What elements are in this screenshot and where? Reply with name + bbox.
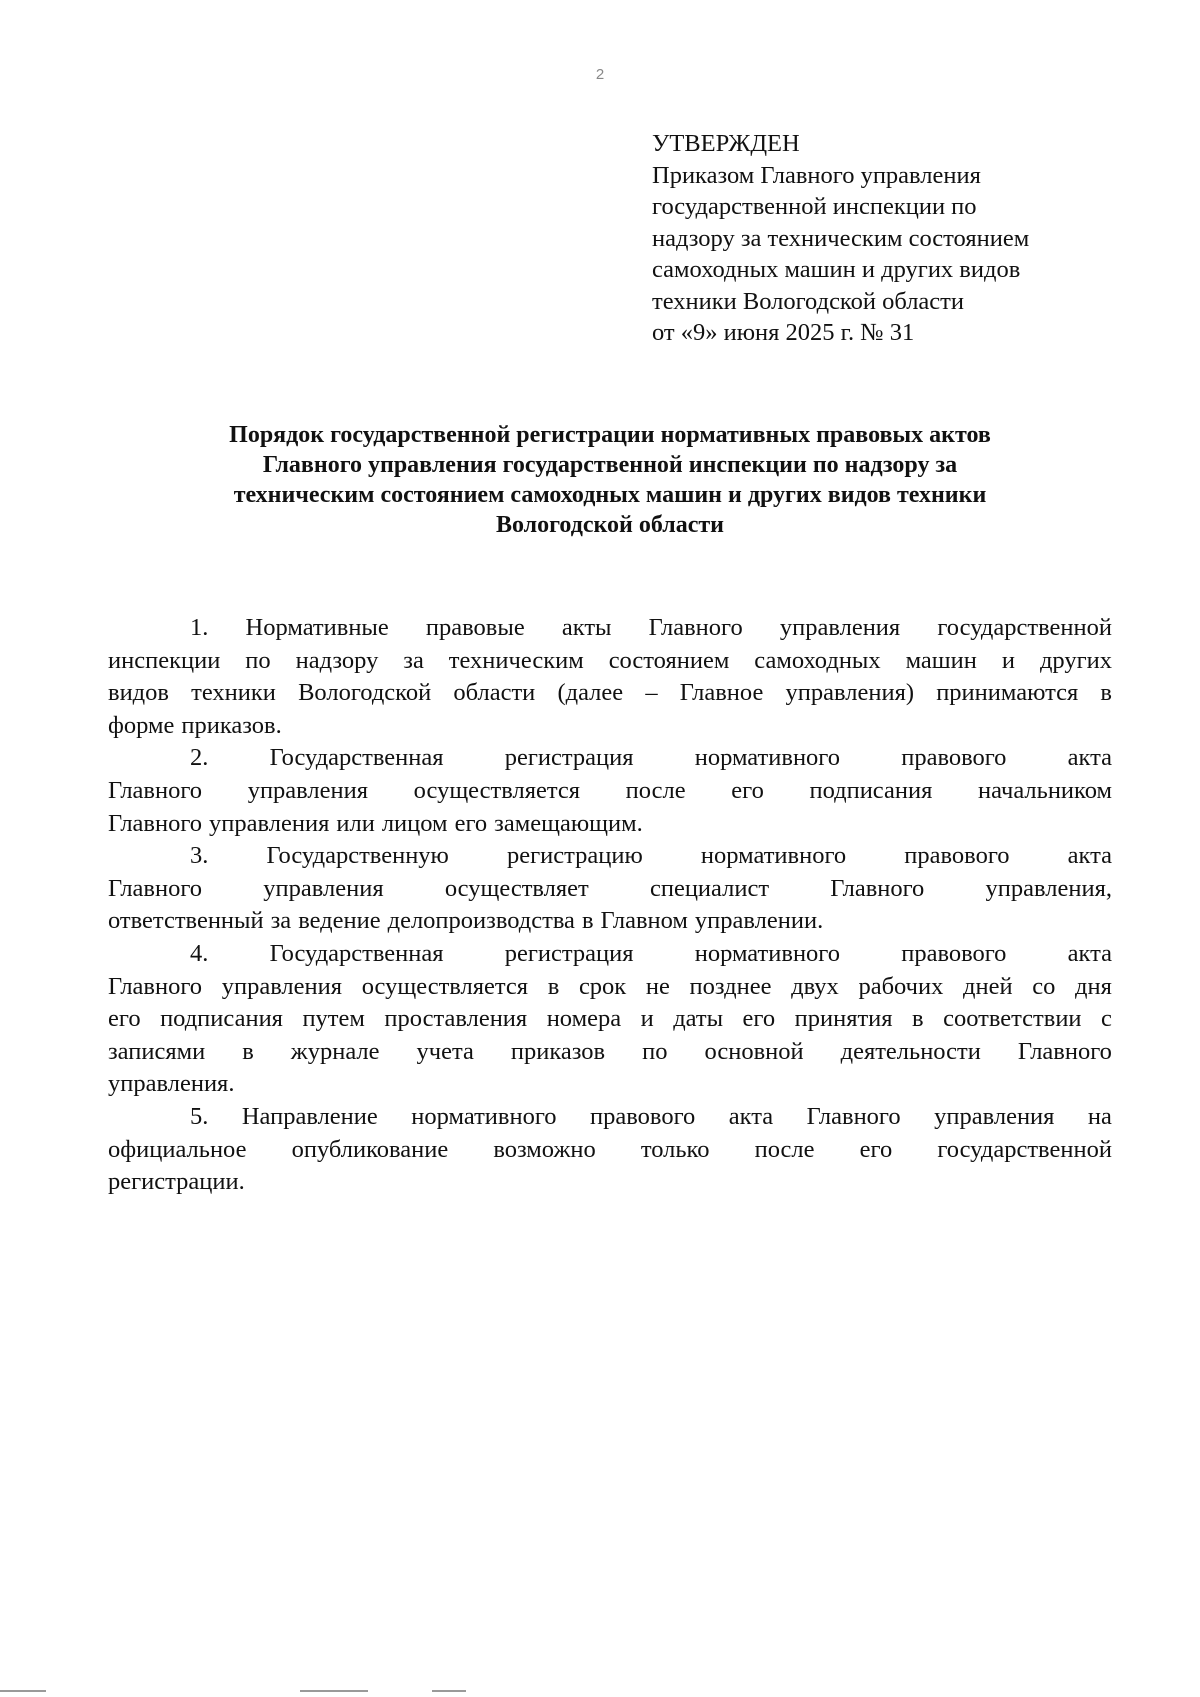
body-line — [108, 1003, 1112, 1036]
body-word: других — [1039, 646, 1112, 674]
body-line — [108, 645, 1112, 678]
body-word: Главного — [648, 614, 743, 641]
body-word: приказов. — [181, 711, 282, 739]
body-word: состоянием — [608, 646, 730, 674]
body-word: опубликование — [291, 1135, 449, 1163]
body-word: его — [742, 1005, 776, 1033]
body-word: правовые — [425, 614, 525, 641]
body-word: после — [625, 776, 686, 804]
body-word: управления. — [108, 1070, 235, 1098]
title-line: Порядок государственной регистрации нормативных правовых актов — [229, 422, 991, 448]
body-word: управления — [263, 874, 384, 902]
title-line: Вологодской области — [495, 512, 725, 538]
body-word: осуществляется — [361, 972, 529, 1000]
body-word: или — [336, 809, 375, 837]
body-word: его — [108, 1005, 141, 1033]
body-word: техническим — [448, 646, 584, 674]
body-word: в — [581, 907, 594, 935]
approval-line: самоходных машин и других видов — [652, 256, 1021, 283]
body-word: деятельности — [840, 1037, 981, 1065]
body-word: его — [454, 809, 488, 837]
body-word: в — [1100, 679, 1112, 707]
body-word: акта — [1067, 939, 1112, 967]
body-word: приказов — [510, 1037, 606, 1065]
body-word: ответственный — [108, 907, 264, 935]
body-line — [108, 612, 1112, 645]
body-word: правового — [901, 939, 1007, 967]
body-word: путем — [302, 1005, 365, 1033]
body-word: акты — [561, 614, 612, 641]
body-word: основной — [704, 1037, 804, 1065]
body-word: нормативного — [694, 744, 840, 772]
body-word: управления — [247, 776, 369, 804]
body-word: специалист — [649, 874, 770, 902]
body-word: Вологодской — [298, 679, 432, 707]
body-word: в — [912, 1005, 924, 1033]
body-word: области — [453, 679, 536, 707]
body-word: записями — [108, 1037, 206, 1065]
body-line — [108, 840, 1112, 873]
body-line — [108, 1166, 1112, 1199]
approval-heading: УТВЕРЖДЕН — [652, 130, 800, 157]
approval-line: Приказом Главного управления — [652, 161, 981, 189]
body-word: проставления — [384, 1005, 528, 1033]
document-title — [110, 420, 1110, 540]
body-word: нормативного — [700, 842, 847, 870]
body-word: его — [859, 1135, 893, 1163]
body-word: даты — [673, 1005, 724, 1033]
body-word: делопроизводства — [387, 907, 575, 935]
scan-artifact-line — [300, 1690, 368, 1692]
body-word: регистрации. — [108, 1168, 245, 1196]
body-word: ведение — [298, 907, 381, 935]
body-word: после — [754, 1135, 815, 1163]
body-word: по — [245, 646, 271, 674]
body-word: официальное — [108, 1135, 247, 1163]
body-word: управления — [209, 809, 330, 837]
body-word: Государственная — [269, 744, 444, 772]
body-word: нормативного — [411, 1102, 557, 1130]
approval-date-number: от «9» июня 2025 г. № 31 — [652, 319, 915, 346]
title-line: Главного управления государственной инспекции по надзору за — [262, 452, 958, 478]
body-word: – — [645, 679, 658, 707]
body-word: Главного — [108, 972, 203, 1000]
body-word: регистрация — [504, 939, 634, 967]
approval-line: надзору за техническим состоянием — [652, 224, 1030, 252]
body-word: инспекции — [108, 646, 221, 674]
body-word: правового — [901, 744, 1007, 772]
body-line — [108, 1068, 1112, 1101]
body-word: Главного — [108, 809, 203, 837]
body-word: 1. — [190, 614, 209, 641]
body-word: замещающим. — [494, 809, 643, 837]
body-word: самоходных — [754, 646, 881, 674]
body-word: журнале — [290, 1037, 380, 1065]
body-line — [108, 971, 1112, 1004]
body-word: срок — [578, 972, 627, 1000]
body-word: его — [731, 776, 764, 804]
page-number: 2 — [595, 66, 605, 83]
body-word: за — [403, 646, 424, 674]
body-word: управления, — [985, 874, 1112, 902]
body-word: Направление — [241, 1102, 378, 1130]
body-word: в — [242, 1037, 254, 1065]
body-line — [108, 1036, 1112, 1069]
body-word: осуществляет — [444, 874, 589, 902]
body-word: управлении. — [694, 907, 824, 935]
body-word: дней — [963, 972, 1013, 1000]
body-line — [108, 938, 1112, 971]
body-line — [108, 710, 1112, 743]
body-line — [108, 742, 1112, 775]
body-word: правового — [904, 842, 1010, 870]
body-word: правового — [590, 1102, 696, 1130]
body-word: принятия — [794, 1005, 893, 1033]
body-word: 5. — [190, 1102, 209, 1130]
scan-artifact-line — [0, 1690, 46, 1692]
body-line — [108, 808, 1112, 841]
body-line — [108, 1134, 1112, 1167]
body-word: и — [1001, 646, 1015, 674]
body-word: государственной — [937, 614, 1112, 641]
body-word: форме — [108, 711, 175, 739]
body-line — [108, 873, 1112, 906]
body-word: принимаются — [936, 679, 1079, 707]
body-word: регистрация — [504, 744, 634, 772]
body-word: позднее — [689, 972, 772, 1000]
approval-stamp-block — [652, 128, 1112, 349]
body-word: Нормативные — [245, 614, 389, 641]
body-word: подписания — [160, 1005, 283, 1033]
body-word: начальником — [978, 776, 1112, 804]
body-word: только — [640, 1135, 710, 1163]
approval-line: техники Вологодской области — [652, 287, 964, 315]
body-word: и — [640, 1005, 654, 1033]
body-word: соответствии — [943, 1005, 1082, 1033]
body-word: по — [642, 1037, 668, 1065]
body-word: 2. — [190, 744, 209, 772]
body-word: с — [1101, 1005, 1112, 1033]
body-word: акта — [1067, 842, 1112, 870]
document-body — [108, 612, 1112, 1199]
body-word: двух — [791, 972, 839, 1000]
body-word: Главного — [830, 874, 925, 902]
body-word: Главном — [600, 907, 688, 935]
body-word: за — [270, 907, 292, 935]
body-word: регистрацию — [506, 842, 643, 870]
body-word: государственной — [937, 1135, 1112, 1163]
body-word: Государственная — [269, 939, 444, 967]
body-word: машин — [905, 646, 977, 674]
body-word: Главное — [679, 679, 764, 707]
body-line — [108, 905, 1112, 938]
body-word: видов — [108, 679, 169, 707]
body-word: Государственную — [266, 842, 449, 870]
body-word: Главного — [108, 874, 203, 902]
scan-artifact-line — [432, 1690, 466, 1692]
body-word: управления — [221, 972, 343, 1000]
body-line — [108, 775, 1112, 808]
body-word: 4. — [190, 939, 209, 967]
body-line — [108, 1101, 1112, 1134]
body-word: учета — [416, 1037, 474, 1065]
body-word: (далее — [557, 679, 624, 707]
body-word: со — [1032, 972, 1056, 1000]
title-line: техническим состоянием самоходных машин и других видов техники — [233, 482, 987, 508]
body-word: номера — [546, 1005, 622, 1033]
body-word: техники — [191, 679, 276, 707]
body-word: акта — [728, 1102, 774, 1130]
body-word: лицом — [381, 809, 448, 837]
body-word: возможно — [493, 1135, 596, 1163]
approval-line: государственной инспекции по — [652, 193, 977, 220]
body-word: дня — [1075, 972, 1112, 1000]
body-word: подписания — [809, 776, 933, 804]
body-word: Главного — [108, 776, 203, 804]
body-word: управления — [779, 614, 901, 641]
body-word: нормативного — [694, 939, 840, 967]
body-word: Главного — [1017, 1037, 1112, 1065]
body-word: акта — [1067, 744, 1112, 772]
body-word: надзору — [295, 646, 379, 674]
body-word: на — [1087, 1102, 1112, 1130]
body-word: Главного — [806, 1102, 901, 1130]
body-word: 3. — [190, 842, 209, 870]
body-word: рабочих — [858, 972, 944, 1000]
body-line — [108, 677, 1112, 710]
body-word: управления — [934, 1102, 1055, 1130]
body-word: осуществляется — [413, 776, 581, 804]
body-word: управления) — [785, 679, 914, 707]
body-word: не — [645, 972, 670, 1000]
body-word: в — [547, 972, 560, 1000]
